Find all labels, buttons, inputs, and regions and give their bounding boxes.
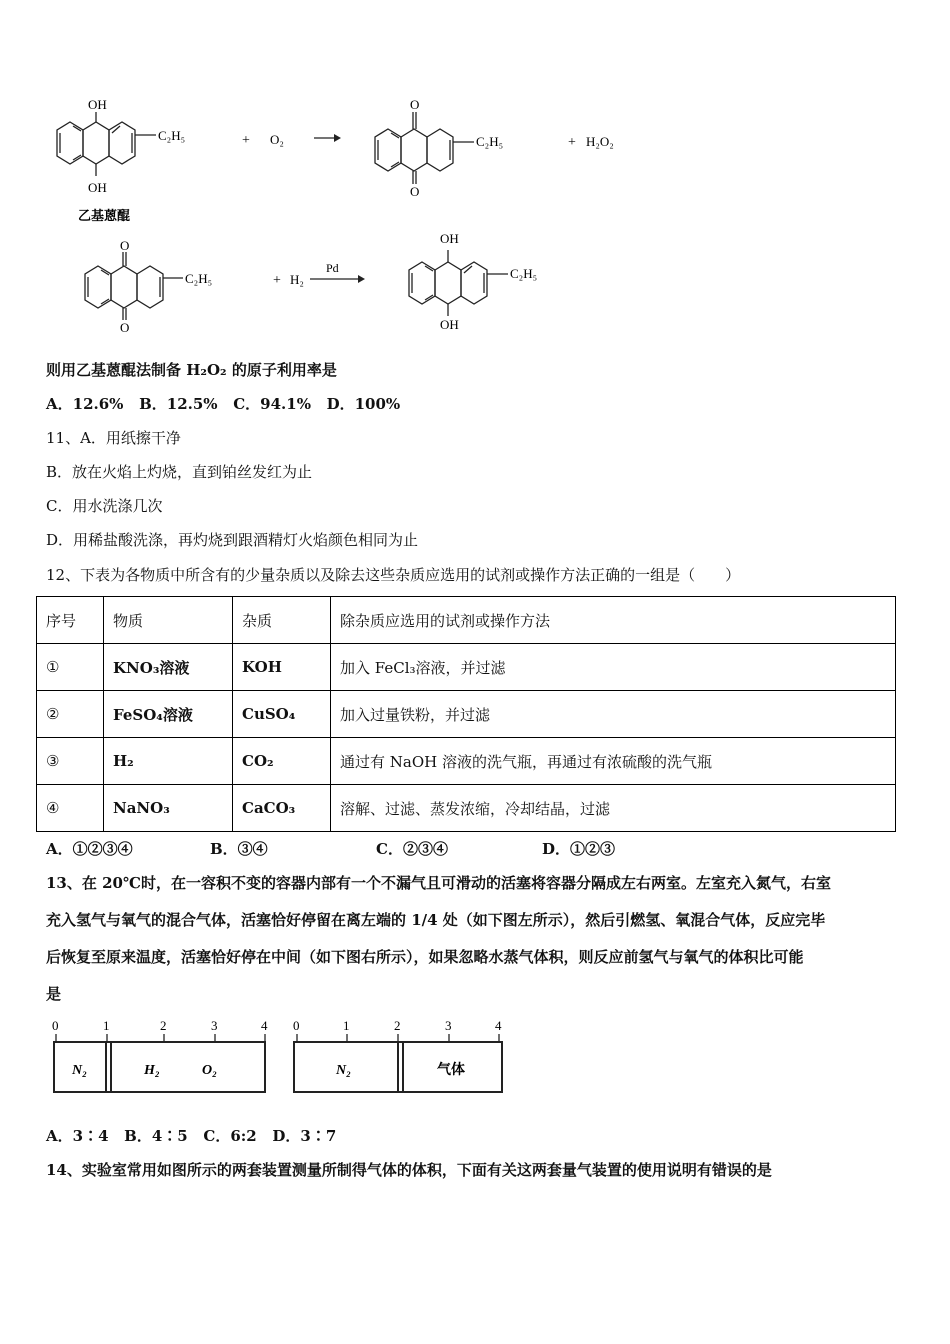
q13-text-line3: 后恢复至原来温度，活塞恰好停在中间（如下图右所示），如果忽略水蒸气体积，则反应前氢气与氧气的体积比可能 — [46, 948, 804, 966]
table-row — [37, 644, 896, 691]
o-bottom-label: O — [410, 184, 420, 199]
table-cell: ① — [37, 644, 104, 691]
table-cell: 加入 FeCl₃溶液，并过滤 — [331, 644, 896, 691]
tick-label: 3 — [211, 1018, 218, 1033]
table-cell: ④ — [37, 785, 104, 832]
n2-label: N₂ — [336, 1063, 351, 1078]
q11-option-b: B．放在火焰上灼烧，直到铂丝发红为止 — [46, 463, 313, 481]
table-cell: CuSO₄ — [233, 691, 331, 738]
table-row — [37, 785, 896, 832]
q11-option-c: C．用水洗涤几次 — [46, 497, 163, 515]
q12-option-d: D．①②③ — [542, 840, 616, 858]
tick-label: 4 — [495, 1018, 502, 1033]
header-cell: 除杂质应选用的试剂或操作方法 — [331, 597, 896, 644]
o-bottom-label: O — [120, 320, 130, 335]
tick-label: 0 — [52, 1018, 59, 1033]
q12-option-a: A．①②③④ — [46, 840, 133, 858]
reactant-structure — [85, 252, 183, 320]
impurity-table — [36, 596, 896, 832]
table-row — [37, 738, 896, 785]
reactant-structure — [57, 112, 156, 176]
q13-text-line2: 充入氢气与氧气的混合气体，活塞恰好停留在离左端的 1/4 处（如下图左所示），然后引燃氢、氧混合气体，反应完毕 — [46, 911, 826, 929]
table-cell: FeSO₄溶液 — [104, 691, 233, 738]
right-container — [293, 1018, 502, 1092]
q13-text-line4: 是 — [46, 985, 62, 1003]
table-cell: NaNO₃ — [104, 785, 233, 832]
table-cell: CO₂ — [233, 738, 331, 785]
oh-top-label: OH — [440, 232, 459, 246]
tick-label: 1 — [103, 1018, 110, 1033]
tick-label: 4 — [261, 1018, 268, 1033]
table-cell: CaCO₃ — [233, 785, 331, 832]
plus-sign: + — [273, 273, 281, 288]
left-container — [52, 1018, 268, 1092]
reaction2-diagram — [70, 232, 630, 342]
table-cell: ② — [37, 691, 104, 738]
oh-top-label: OH — [88, 97, 107, 112]
table-header-row — [37, 597, 896, 644]
tick-label: 1 — [343, 1018, 350, 1033]
table-row — [37, 691, 896, 738]
h2-label: H₂ — [290, 272, 304, 287]
table-cell: 通过有 NaOH 溶液的洗气瓶，再通过有浓硫酸的洗气瓶 — [331, 738, 896, 785]
header-cell: 物质 — [104, 597, 233, 644]
table-cell: 加入过量铁粉，并过滤 — [331, 691, 896, 738]
q11-option-a: 11、A．用纸擦干净 — [46, 429, 181, 447]
q12-option-b: B．③④ — [210, 840, 268, 858]
header-cell: 杂质 — [233, 597, 331, 644]
reaction1-diagram — [36, 92, 636, 232]
table-cell: ③ — [37, 738, 104, 785]
gas-label: 气体 — [437, 1063, 465, 1078]
q12-question: 12、下表为各物质中所含有的少量杂质以及除去这些杂质应选用的试剂或操作方法正确的一组是（ ） — [46, 566, 741, 584]
table-cell: 溶解、过滤、蒸发浓缩，冷却结晶，过滤 — [331, 785, 896, 832]
header-cell: 序号 — [37, 597, 104, 644]
q11-option-d: D．用稀盐酸洗涤，再灼烧到跟酒精灯火焰颜色相同为止 — [46, 531, 419, 549]
o2-label: O₂ — [202, 1063, 217, 1078]
table-cell: H₂ — [104, 738, 233, 785]
reaction-arrow — [310, 275, 365, 283]
h2-label: H₂ — [144, 1063, 160, 1078]
o-top-label: O — [120, 238, 130, 253]
table-cell: KOH — [233, 644, 331, 691]
product-structure — [375, 112, 474, 184]
q13-options: A．3∶4 B．4∶5 C．6:2 D．3∶7 — [46, 1127, 337, 1145]
ethyl-label: C₂H₅ — [158, 128, 186, 143]
ethyl-label: C₂H₅ — [185, 271, 213, 286]
oh-bottom-label: OH — [88, 180, 107, 195]
reaction-arrow — [314, 134, 341, 142]
tick-label: 2 — [160, 1018, 167, 1033]
product-structure — [409, 250, 508, 316]
ethyl-label: C₂H₅ — [476, 134, 504, 149]
ethyl-label: C₂H₅ — [510, 266, 538, 281]
table-cell: KNO₃溶液 — [104, 644, 233, 691]
q10-question: 则用乙基蒽醌法制备 H₂O₂ 的原子利用率是 — [46, 361, 337, 379]
pd-catalyst-label: Pd — [326, 261, 339, 275]
piston-diagram — [40, 1014, 520, 1100]
o2-label: O₂ — [270, 132, 284, 147]
o-top-label: O — [410, 97, 420, 112]
plus-sign: + — [568, 135, 576, 150]
reactant-name: 乙基蒽醌 — [78, 208, 131, 223]
tick-label: 0 — [293, 1018, 300, 1033]
plus-sign: + — [242, 133, 250, 148]
q10-options: A．12.6% B．12.5% C．94.1% D．100% — [46, 395, 401, 413]
tick-label: 2 — [394, 1018, 401, 1033]
n2-label: N₂ — [72, 1063, 87, 1078]
q13-text-line1: 13、在 20℃时，在一容积不变的容器内部有一个不漏气且可滑动的活塞将容器分隔成左右两室。左室充入氮气，右室 — [46, 874, 831, 892]
oh-bottom-label: OH — [440, 317, 459, 332]
tick-label: 3 — [445, 1018, 452, 1033]
q12-option-c: C．②③④ — [376, 840, 448, 858]
q14-question: 14、实验室常用如图所示的两套装置测量所制得气体的体积，下面有关这两套量气装置的使用说明有错误的是 — [46, 1161, 772, 1179]
h2o2-label: H₂O₂ — [586, 134, 614, 149]
